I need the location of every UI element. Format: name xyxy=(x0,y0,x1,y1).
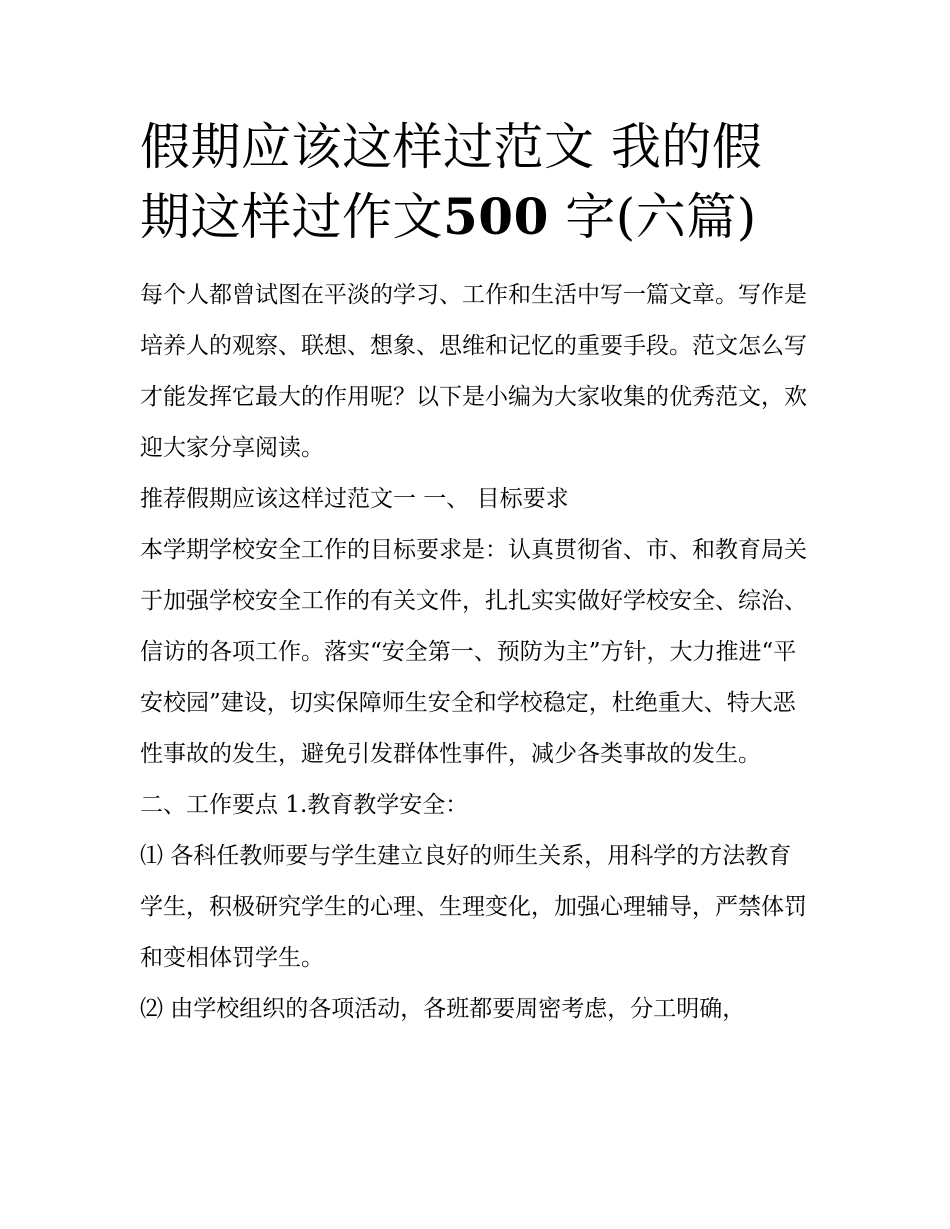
title-number: 500 xyxy=(443,187,549,246)
document-body xyxy=(140,270,812,1035)
list-item: ⑵ 由学校组织的各项活动，各班都要周密考虑，分工明确， xyxy=(140,996,746,1022)
list-item: ⑴ 各科任教师要与学生建立良好的师生关系，用科学的方法教育学生，积极研究学生的心理、生理变化，加强心理辅导，严禁体罚和变相体罚学生。 xyxy=(140,843,807,971)
work-points-heading: 二、工作要点 1.教育教学安全： xyxy=(140,792,469,818)
title-text: 假期应该这样过范文 我的假期这样过作文 xyxy=(140,118,763,246)
section-heading: 推荐假期应该这样过范文一 一、 目标要求 xyxy=(140,486,569,512)
goal-paragraph: 本学期学校安全工作的目标要求是：认真贯彻省、市、和教育局关于加强学校安全工作的有关文件，扎扎实实做好学校安全、综治、信访的各项工作。落实“安全第一、预防为主”方针，大力推进“平安校园”建设，切实保障师生安全和学校稳定，杜绝重大、特大恶性事故的发生，避免引发群体性事件，减少各类事故的发生。 xyxy=(140,537,807,767)
document-title xyxy=(140,112,812,252)
document-page xyxy=(140,112,812,1035)
title-suffix: 字(六篇) xyxy=(548,188,757,246)
intro-paragraph: 每个人都曾试图在平淡的学习、工作和生活中写一篇文章。写作是培养人的观察、联想、想象、思维和记忆的重要手段。范文怎么写才能发挥它最大的作用呢？以下是小编为大家收集的优秀范文，欢迎大家分享阅读。 xyxy=(140,282,807,461)
